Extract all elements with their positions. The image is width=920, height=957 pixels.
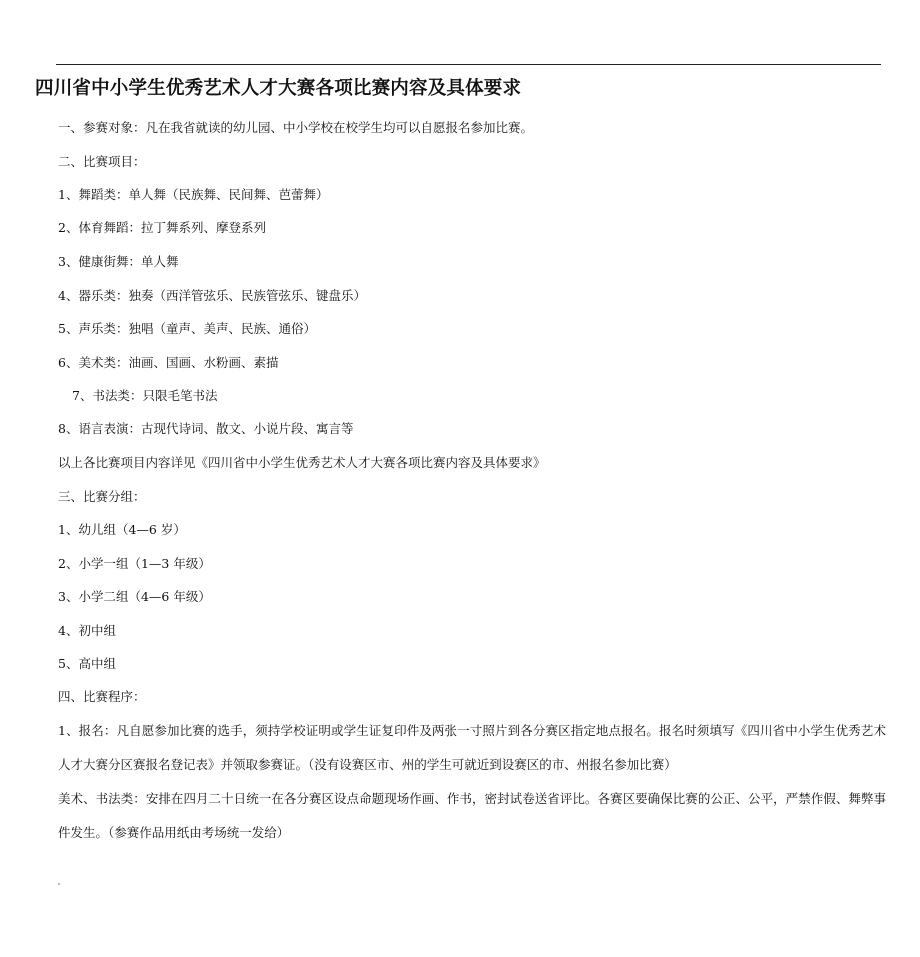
document-title: 四川省中小学生优秀艺术人才大赛各项比赛内容及具体要求 (35, 78, 522, 99)
section-procedure-heading: 四、比赛程序： (58, 689, 146, 704)
event-item-instrumental: 4、器乐类：独奏（西洋管弦乐、民族管弦乐、键盘乐） (58, 288, 366, 303)
event-item-vocal: 5、声乐类：独唱（童声、美声、民族、通俗） (58, 321, 316, 336)
event-item-dance: 1、舞蹈类：单人舞（民族舞、民间舞、芭蕾舞） (58, 187, 329, 202)
group-item-senior-high: 5、高中组 (58, 656, 116, 671)
section-events-heading: 二、比赛项目： (58, 154, 146, 169)
event-item-fine-art: 6、美术类：油画、国画、水粉画、素描 (58, 355, 279, 370)
event-item-street-dance: 3、健康街舞：单人舞 (58, 254, 179, 269)
page-speck (58, 883, 60, 885)
section-groups-heading: 三、比赛分组： (58, 489, 146, 504)
group-item-junior-high: 4、初中组 (58, 623, 116, 638)
procedure-art-calligraphy-paragraph: 美术、书法类：安排在四月二十日统一在各分赛区设点命题现场作画、作书，密封试卷送省评比。各赛区要确保比赛的公正、公平，严禁作假、舞弊事件发生。（参赛作品用纸由考场统一发给） (58, 791, 886, 840)
section-participants: 一、参赛对象：凡在我省就读的幼儿园、中小学校在校学生均可以自愿报名参加比赛。 (58, 120, 534, 135)
group-item-primary-1: 2、小学一组（1—3 年级） (58, 556, 211, 571)
group-item-primary-2: 3、小学二组（4—6 年级） (58, 589, 211, 604)
procedure-registration-paragraph: 1、报名：凡自愿参加比赛的选手，须持学校证明或学生证复印件及两张一寸照片到各分赛区指定地点报名。报名时须填写《四川省中小学生优秀艺术人才大赛分区赛报名登记表》并领取参赛证。（没有设赛区市、州的学生可就近到设赛区的市、州报名参加比赛） (58, 723, 886, 772)
header-rule (56, 64, 881, 65)
event-item-recitation: 8、语言表演：古现代诗词、散文、小说片段、寓言等 (58, 421, 354, 436)
events-reference-note: 以上各比赛项目内容详见《四川省中小学生优秀艺术人才大赛各项比赛内容及具体要求》 (58, 455, 546, 470)
group-item-kindergarten: 1、幼儿组（4—6 岁） (58, 522, 186, 537)
event-item-sport-dance: 2、体育舞蹈：拉丁舞系列、摩登系列 (58, 220, 266, 235)
event-item-calligraphy: 7、书法类：只限毛笔书法 (72, 388, 218, 403)
